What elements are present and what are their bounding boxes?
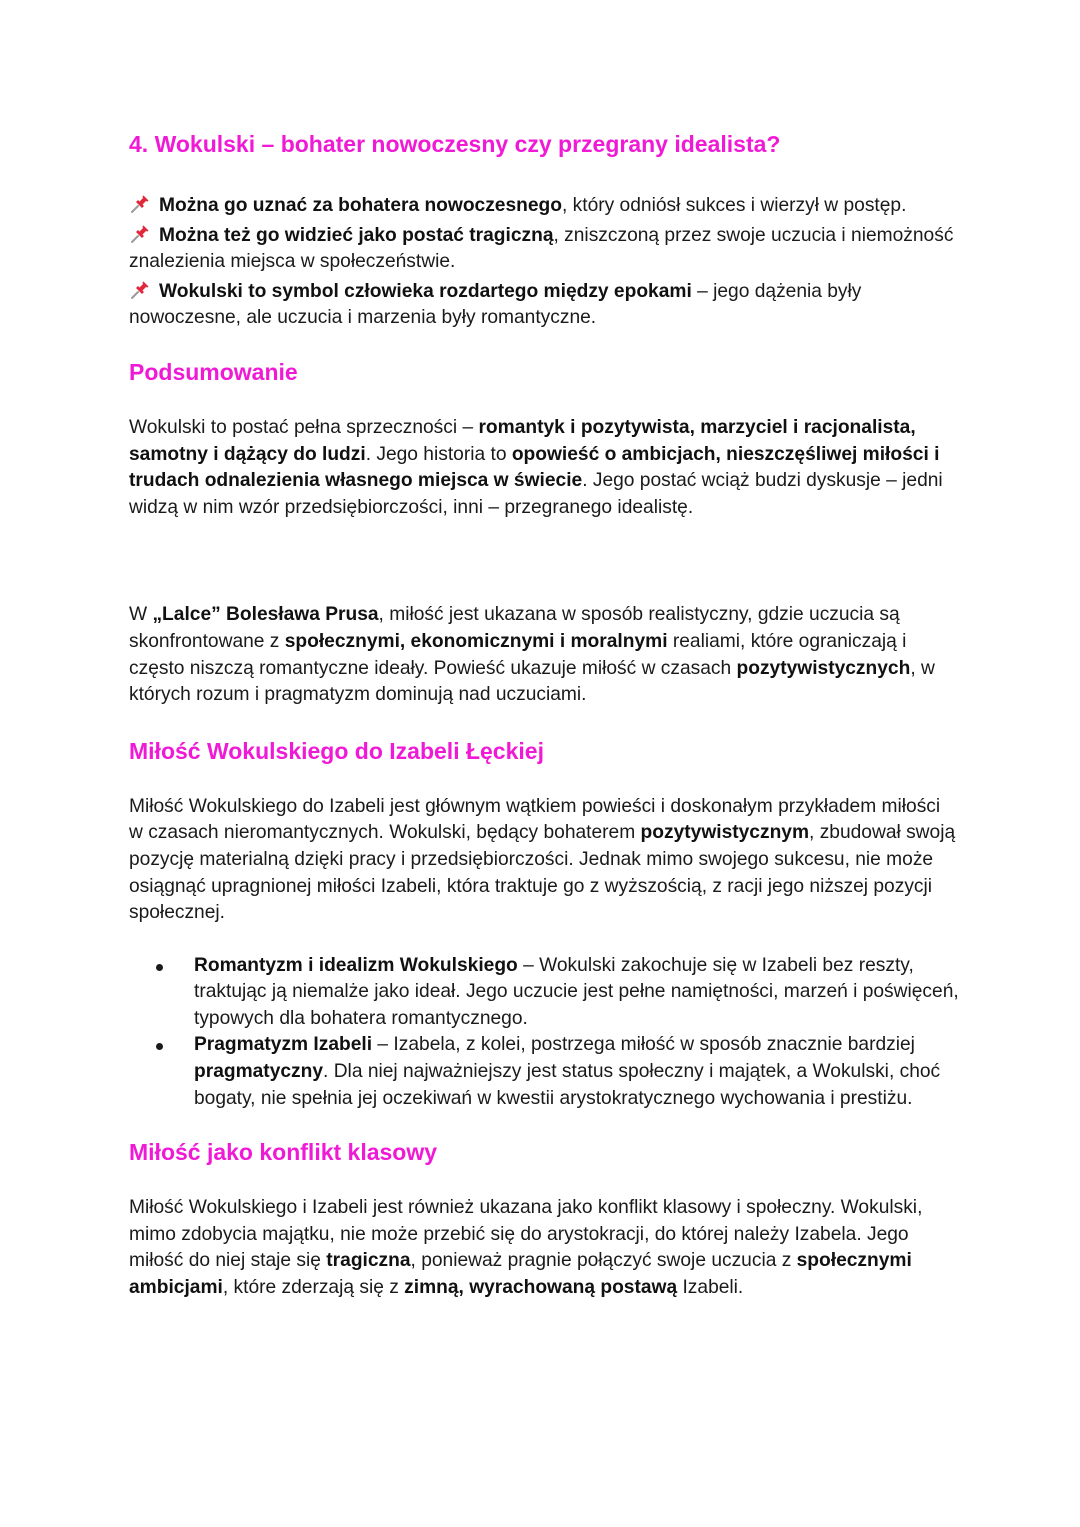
summary-paragraph: Wokulski to postać pełna sprzeczności – romantyk i pozytywista, marzyciel i racjonalista, samotny i dążący do ludzi. Jego historia to opowieść o ambicjach, nieszczęśliwej miłości i trudach odnalezienia własnego miejsca w świecie. Jego postać wciąż budzi dyskusje – jedni widzą w nim wzór przedsiębiorczości, inni – przegranego idealistę. xyxy=(129,416,943,518)
bullet-dot xyxy=(156,964,163,971)
love-paragraph: Miłość Wokulskiego do Izabeli jest głównym wątkiem powieści i doskonałym przykładem miłości w czasach nieromantycznych. Wokulski, będący bohaterem pozytywistycznym, zbudował swoją pozycję materialną dzięki pracy i przedsiębiorczości. Jednak mimo swojego sukcesu, nie może osiągnąć upragnionej miłości Izabeli, która traktuje go z wyższością, z racji jego niższej pozycji społecznej. xyxy=(129,795,956,924)
section-heading-conflict: Miłość jako konflikt klasowy xyxy=(129,1139,438,1166)
pin-point-1: Można go uznać za bohatera nowoczesnego, który odniósł sukces i wierzył w postęp. xyxy=(129,193,959,220)
pushpin-icon xyxy=(129,279,153,301)
conflict-paragraph: Miłość Wokulskiego i Izabeli jest również ukazana jako konflikt klasowy i społeczny. Wokulski, mimo zdobycia majątku, nie może przebić się do arystokracji, do której należy Izabela. Jego miłość do niej staje się tragiczna, ponieważ pragnie połączyć swoje uczucia z społecznymi ambicjami, które zderzają się z zimną, wyrachowaną postawą Izabeli. xyxy=(129,1197,923,1299)
section-heading-love: Miłość Wokulskiego do Izabeli Łęckiej xyxy=(129,737,544,764)
pin-points xyxy=(129,193,959,332)
bullet-dot xyxy=(156,1043,163,1050)
pushpin-icon xyxy=(129,193,153,215)
list-item: Romantyzm i idealizm Wokulskiego – Wokulski zakochuje się w Izabeli bez reszty, traktując ją niemalże jako ideał. Jego uczucie jest pełne namiętności, marzeń i poświęceń, typowych dla bohatera romantycznego. xyxy=(129,953,959,1033)
pushpin-icon xyxy=(129,223,153,245)
document-page xyxy=(129,128,959,1302)
intro-paragraph: W „Lalce” Bolesława Prusa, miłość jest ukazana w sposób realistyczny, gdzie uczucia są skonfrontowane z społecznymi, ekonomicznymi i moralnymi realiami, które ograniczają i często niszczą romantyczne ideały. Powieść ukazuje miłość w czasach pozytywistycznych, w których rozum i pragmatyzm dominują nad uczuciami. xyxy=(129,604,935,706)
list-item: Pragmatyzm Izabeli – Izabela, z kolei, postrzega miłość w sposób znacznie bardziej pragmatyczny. Dla niej najważniejszy jest status społeczny i majątek, a Wokulski, choć bogaty, nie spełnia jej oczekiwań w kwestii arystokratycznego wychowania i prestiżu. xyxy=(129,1032,959,1112)
pin-point-3: Wokulski to symbol człowieka rozdartego między epokami – jego dążenia były nowoczesne, ale uczucia i marzenia były romantyczne. xyxy=(129,280,862,329)
section-heading-wokulski: 4. Wokulski – bohater nowoczesny czy przegrany idealista? xyxy=(129,131,781,157)
pin-point-2: Można też go widzieć jako postać tragiczną, zniszczoną przez swoje uczucia i niemożność znalezienia miejsca w społeczeństwie. xyxy=(129,224,954,273)
section-heading-summary: Podsumowanie xyxy=(129,358,298,385)
love-bullet-list xyxy=(129,953,959,1113)
